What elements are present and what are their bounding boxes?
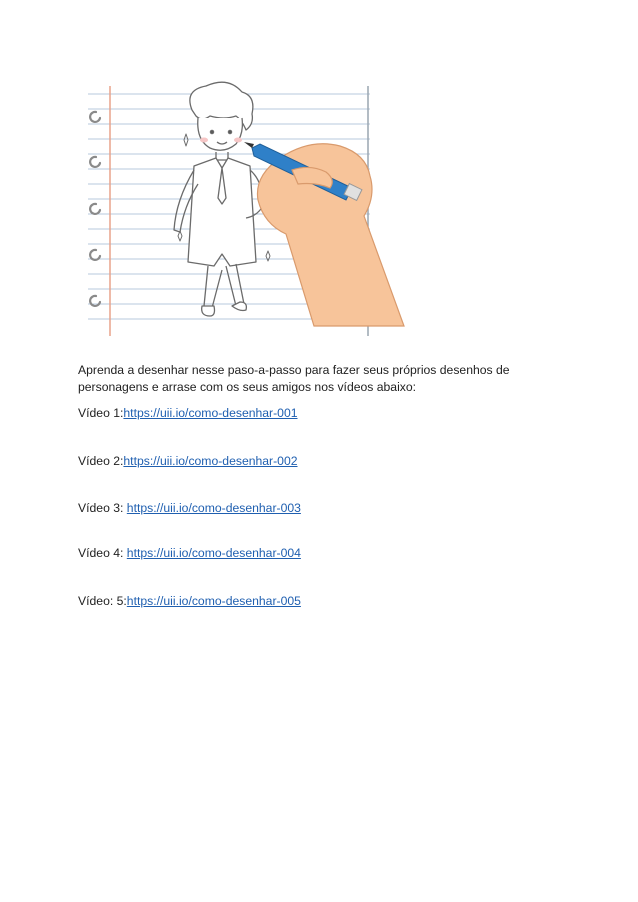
video-line-5 [78,594,301,609]
video-label: Vídeo: 5: [78,594,127,608]
video-label: Vídeo 3: [78,501,127,515]
drawing-illustration [80,78,410,340]
intro-paragraph: Aprenda a desenhar nesse paso-a-passo para fazer seus próprios desenhos de personagens e arrase com os seus amigos nos vídeos abaixo: [78,363,510,394]
video-link[interactable]: https://uii.io/como-desenhar-001 [123,406,298,420]
video-line-1 [78,406,298,421]
video-line-2 [78,454,298,469]
video-link[interactable]: https://uii.io/como-desenhar-003 [126,501,301,515]
video-link[interactable]: https://uii.io/como-desenhar-002 [123,454,298,468]
video-link[interactable]: https://uii.io/como-desenhar-005 [126,594,301,608]
video-label: Vídeo 4: [78,546,127,560]
video-label: Vídeo 2: [78,454,124,468]
video-link[interactable]: https://uii.io/como-desenhar-004 [126,546,301,560]
video-line-3 [78,501,301,516]
video-line-4 [78,546,301,561]
video-label: Vídeo 1: [78,406,124,420]
